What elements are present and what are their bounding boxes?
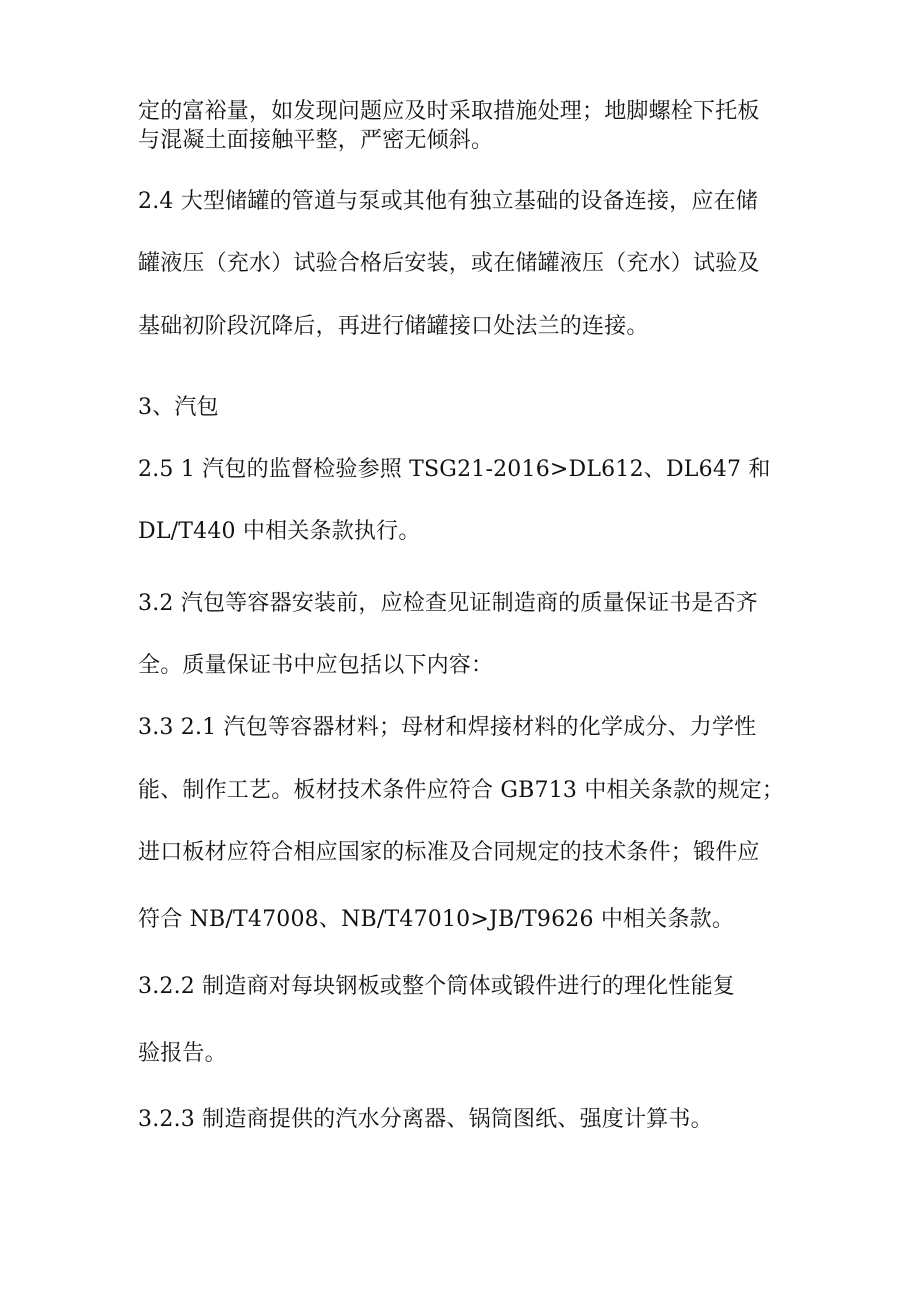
section-heading: 3、汽包 [138, 395, 219, 420]
text-line: 2.5 1 汽包的监督检验参照 TSG21-2016>DL612、DL647 和 [138, 457, 771, 482]
text-line: 符合 NB/T47008、NB/T47010>JB/T9626 中相关条款。 [138, 907, 735, 932]
text-line: 定的富裕量，如发现问题应及时采取措施处理；地脚螺栓下托板 [138, 99, 760, 124]
text-line: 全。质量保证书中应包括以下内容： [138, 653, 494, 678]
text-line: 3.3 2.1 汽包等容器材料；母材和焊接材料的化学成分、力学性 [138, 715, 757, 740]
text-line: 基础初阶段沉降后，再进行储罐接口处法兰的连接。 [138, 314, 649, 339]
text-line: 3.2.3 制造商提供的汽水分离器、锅筒图纸、强度计算书。 [138, 1107, 713, 1132]
text-line: 验报告。 [138, 1041, 227, 1066]
text-line: 进口板材应符合相应国家的标准及合同规定的技术条件；锻件应 [138, 840, 760, 865]
text-line: DL/T440 中相关条款执行。 [138, 519, 421, 544]
text-line: 3.2.2 制造商对每块钢板或整个筒体或锻件进行的理化性能复 [138, 974, 735, 999]
text-line: 与混凝土面接触平整，严密无倾斜。 [138, 128, 494, 153]
text-line: 罐液压（充水）试验合格后安装，或在储罐液压（充水）试验及 [138, 251, 760, 276]
text-line: 3.2 汽包等容器安装前，应检查见证制造商的质量保证书是否齐 [138, 591, 758, 616]
text-line: 2.4 大型储罐的管道与泵或其他有独立基础的设备连接，应在储 [138, 189, 758, 214]
text-line: 能、制作工艺。板材技术条件应符合 GB713 中相关条款的规定； [138, 778, 785, 803]
